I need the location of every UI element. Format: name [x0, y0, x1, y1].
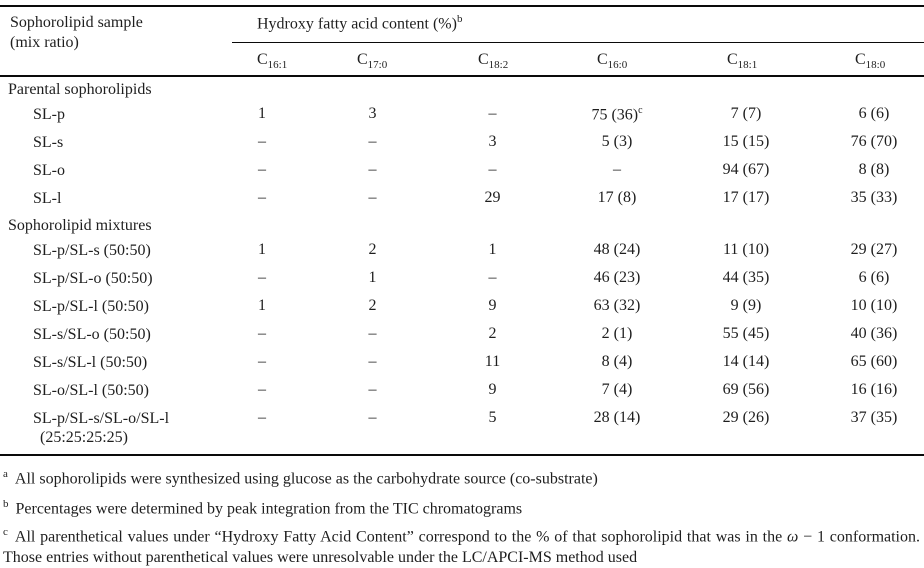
value-cell [453, 101, 572, 129]
value-cell [232, 377, 332, 405]
value-cell [232, 185, 332, 213]
value-cell [572, 265, 702, 293]
value-cell [453, 321, 572, 349]
value-text: 29 (27) [850, 241, 898, 259]
value-text: – [613, 161, 621, 179]
column-symbol: C [257, 50, 268, 68]
value-text: 15 (15) [722, 133, 770, 151]
footnote-c-text-post: − 1 conformation. Those entries without parenthetical values were unresolvable under the LC/APCI-MS method used [3, 528, 920, 567]
value-cell [830, 265, 924, 293]
value-cell [830, 101, 924, 129]
value-cell [572, 293, 702, 321]
value-text: 94 (67) [722, 161, 770, 179]
sample-name-line1: SL-s [33, 134, 64, 152]
value-cell [830, 157, 924, 185]
value-cell [830, 185, 924, 213]
sample-name [0, 265, 232, 293]
value-text: 8 (4) [601, 353, 633, 371]
value-text: 9 (9) [730, 297, 762, 315]
value-cell [830, 349, 924, 377]
value-text: 1 [258, 297, 266, 315]
sample-name [0, 321, 232, 349]
value-cell [332, 321, 453, 349]
value-text: 9 [488, 381, 497, 399]
value-cell [453, 377, 572, 405]
value-text: – [368, 189, 377, 207]
table-body [0, 76, 924, 455]
sample-name [0, 405, 232, 455]
sample-name-line1: SL-o/SL-l (50:50) [33, 382, 149, 400]
value-text: 10 (10) [850, 297, 898, 315]
table-row [0, 293, 924, 321]
value-text: – [368, 353, 377, 371]
value-cell [332, 185, 453, 213]
value-text: – [258, 353, 266, 371]
value-text: 40 (36) [850, 325, 898, 343]
value-cell [453, 293, 572, 321]
value-text: 5 [488, 409, 497, 427]
value-text: 1 [258, 241, 266, 259]
value-text: – [258, 269, 266, 287]
footnote-b-marker: b [3, 497, 9, 510]
table-row [0, 101, 924, 129]
value-cell [453, 185, 572, 213]
value-cell [232, 101, 332, 129]
value-text: 16 (16) [850, 381, 898, 399]
group-header-footnote-marker: b [456, 13, 463, 25]
sample-name-line1: SL-s/SL-o (50:50) [33, 326, 151, 344]
sample-name [0, 377, 232, 405]
value-text: – [488, 269, 497, 287]
value-cell [453, 157, 572, 185]
value-text: 11 [484, 353, 501, 371]
value-text: 75 (36) [591, 106, 639, 124]
value-text: 2 [368, 297, 377, 315]
value-cell [232, 265, 332, 293]
value-cell [702, 129, 830, 157]
column-subscript: 16:1 [267, 58, 288, 71]
value-cell [572, 129, 702, 157]
value-cell [453, 405, 572, 455]
value-cell [572, 101, 702, 129]
value-text: 65 (60) [850, 353, 898, 371]
value-cell [830, 405, 924, 455]
value-cell [332, 237, 453, 265]
value-cell [702, 321, 830, 349]
value-text: 17 (8) [597, 189, 637, 207]
sample-name-line1: SL-o [33, 162, 65, 180]
value-cell [453, 349, 572, 377]
value-text: – [368, 161, 377, 179]
value-cell [702, 237, 830, 265]
sample-name-line1: SL-p/SL-s (50:50) [33, 242, 151, 260]
value-text: – [258, 189, 266, 207]
value-cell [572, 321, 702, 349]
value-text: 1 [368, 269, 377, 287]
footnote-b [3, 493, 920, 520]
value-cell [332, 377, 453, 405]
header-row-group [0, 6, 924, 42]
value-cell [332, 265, 453, 293]
value-text: – [368, 133, 377, 151]
value-cell [572, 157, 702, 185]
column-subscript: 17:0 [367, 58, 388, 71]
sample-header-line2: (mix ratio) [10, 34, 79, 51]
group-header [232, 6, 924, 42]
value-text: – [258, 381, 266, 399]
value-text: 46 (23) [593, 269, 641, 287]
value-cell [702, 265, 830, 293]
column-header-c18-0 [830, 42, 924, 76]
value-cell [232, 349, 332, 377]
table-row [0, 185, 924, 213]
value-text: 44 (35) [722, 269, 770, 287]
column-header-c17-0 [332, 42, 453, 76]
value-text: 6 (6) [858, 269, 890, 287]
value-text: 48 (24) [593, 241, 641, 259]
table-header [0, 6, 924, 76]
column-header-c18-1 [702, 42, 830, 76]
value-cell [830, 129, 924, 157]
value-cell [572, 377, 702, 405]
value-cell [572, 237, 702, 265]
sample-name-line1: SL-p/SL-l (50:50) [33, 298, 149, 316]
sample-column-header [0, 6, 232, 76]
column-header-c16-0 [572, 42, 702, 76]
value-cell [702, 405, 830, 455]
value-cell [572, 405, 702, 455]
value-cell [332, 349, 453, 377]
value-cell [332, 101, 453, 129]
table-row [0, 265, 924, 293]
column-subscript: 18:2 [488, 58, 509, 71]
value-text: 7 (4) [601, 381, 633, 399]
value-cell [830, 237, 924, 265]
value-text: 37 (35) [850, 409, 898, 427]
value-text: 76 (70) [850, 133, 898, 151]
table-row [0, 321, 924, 349]
column-subscript: 16:0 [607, 58, 628, 71]
value-cell [232, 237, 332, 265]
value-text: 2 [368, 241, 377, 259]
section-row [0, 76, 924, 101]
value-cell [572, 349, 702, 377]
column-symbol: C [357, 50, 368, 68]
sample-name-line1: SL-p/SL-s/SL-o/SL-l [33, 410, 170, 428]
value-cell [332, 293, 453, 321]
value-text: 35 (33) [850, 189, 898, 207]
sample-header-line1: Sophorolipid sample [10, 14, 143, 31]
value-cell [830, 321, 924, 349]
value-text: – [488, 161, 497, 179]
column-subscript: 18:1 [737, 58, 758, 71]
value-text: 29 [484, 189, 501, 207]
value-text: – [488, 105, 497, 122]
footnote-a [3, 463, 920, 490]
value-cell [332, 405, 453, 455]
section-label: Parental sophorolipids [8, 81, 152, 98]
sample-name-line1: SL-l [33, 190, 62, 208]
value-text: 63 (32) [593, 297, 641, 315]
value-text: – [258, 409, 266, 427]
value-cell [702, 185, 830, 213]
value-text: 3 [488, 133, 497, 151]
value-text: – [368, 409, 377, 427]
value-cell [453, 129, 572, 157]
value-text: 2 [488, 325, 497, 343]
value-text: 3 [368, 105, 377, 122]
sample-name-line1: SL-p/SL-o (50:50) [33, 270, 153, 288]
sample-name [0, 101, 232, 129]
footnote-c-marker: c [3, 525, 8, 538]
value-text: 17 (17) [722, 189, 770, 207]
table-row [0, 129, 924, 157]
sample-name-line1: SL-s/SL-l (50:50) [33, 354, 148, 372]
value-cell [332, 129, 453, 157]
column-subscript: 18:0 [865, 58, 886, 71]
value-text: 7 (7) [730, 105, 762, 122]
value-text: 14 (14) [722, 353, 770, 371]
value-cell [702, 349, 830, 377]
value-text: – [368, 325, 377, 343]
value-cell [702, 293, 830, 321]
section-row [0, 213, 924, 237]
value-text: 55 (45) [722, 325, 770, 343]
value-text: 69 (56) [722, 381, 770, 399]
table-row [0, 349, 924, 377]
table-row [0, 157, 924, 185]
footnote-marker: c [638, 105, 643, 116]
footnote-c-text-pre: All parenthetical values under “Hydroxy Fatty Acid Content” correspond to the % of that sophorolipid that was in the [14, 528, 788, 546]
section-label: Sophorolipid mixtures [8, 217, 152, 235]
value-cell [232, 293, 332, 321]
value-cell [232, 157, 332, 185]
footnotes [0, 456, 924, 568]
column-symbol: C [597, 50, 608, 68]
value-text: 8 (8) [858, 161, 890, 179]
sample-name [0, 129, 232, 157]
column-header-c16-1 [232, 42, 332, 76]
column-symbol: C [727, 50, 738, 68]
value-cell [830, 377, 924, 405]
value-cell [232, 321, 332, 349]
value-cell [332, 157, 453, 185]
value-cell [453, 265, 572, 293]
table-row [0, 237, 924, 265]
group-header-text: Hydroxy fatty acid content (%) [257, 15, 457, 33]
fatty-acid-content-table [0, 5, 924, 456]
value-text: 9 [488, 297, 497, 315]
footnote-c [3, 522, 920, 568]
value-cell [453, 237, 572, 265]
value-text: 2 (1) [601, 325, 633, 343]
sample-name-line2: (25:25:25:25) [40, 429, 128, 447]
column-symbol: C [855, 50, 866, 68]
value-cell [232, 405, 332, 455]
table-row [0, 377, 924, 405]
value-text: – [258, 161, 266, 179]
column-symbol: C [478, 50, 489, 68]
value-text: 29 (26) [722, 409, 770, 427]
sample-name [0, 237, 232, 265]
footnote-a-marker: a [3, 468, 8, 481]
value-text: – [258, 133, 266, 151]
table-row [0, 405, 924, 455]
sample-name [0, 185, 232, 213]
value-cell [830, 293, 924, 321]
value-cell [572, 185, 702, 213]
sample-name [0, 293, 232, 321]
column-header-c18-2 [453, 42, 572, 76]
value-cell [702, 101, 830, 129]
sample-name-line1: SL-p [33, 106, 65, 123]
value-cell [702, 157, 830, 185]
sample-name [0, 349, 232, 377]
omega-symbol: ω [787, 528, 799, 546]
value-text: 1 [258, 105, 266, 122]
value-text: 28 (14) [593, 409, 641, 427]
value-text: 5 (3) [601, 133, 633, 151]
value-text: 11 (10) [722, 241, 770, 259]
footnote-b-text: Percentages were determined by peak integration from the TIC chromatograms [15, 499, 523, 517]
value-text: – [368, 381, 377, 399]
value-text: – [258, 325, 266, 343]
value-cell [232, 129, 332, 157]
value-cell [702, 377, 830, 405]
sample-name [0, 157, 232, 185]
value-text: 1 [488, 241, 497, 259]
value-text: 6 (6) [858, 105, 890, 122]
footnote-a-text: All sophorolipids were synthesized using glucose as the carbohydrate source (co-substrate) [14, 470, 598, 488]
